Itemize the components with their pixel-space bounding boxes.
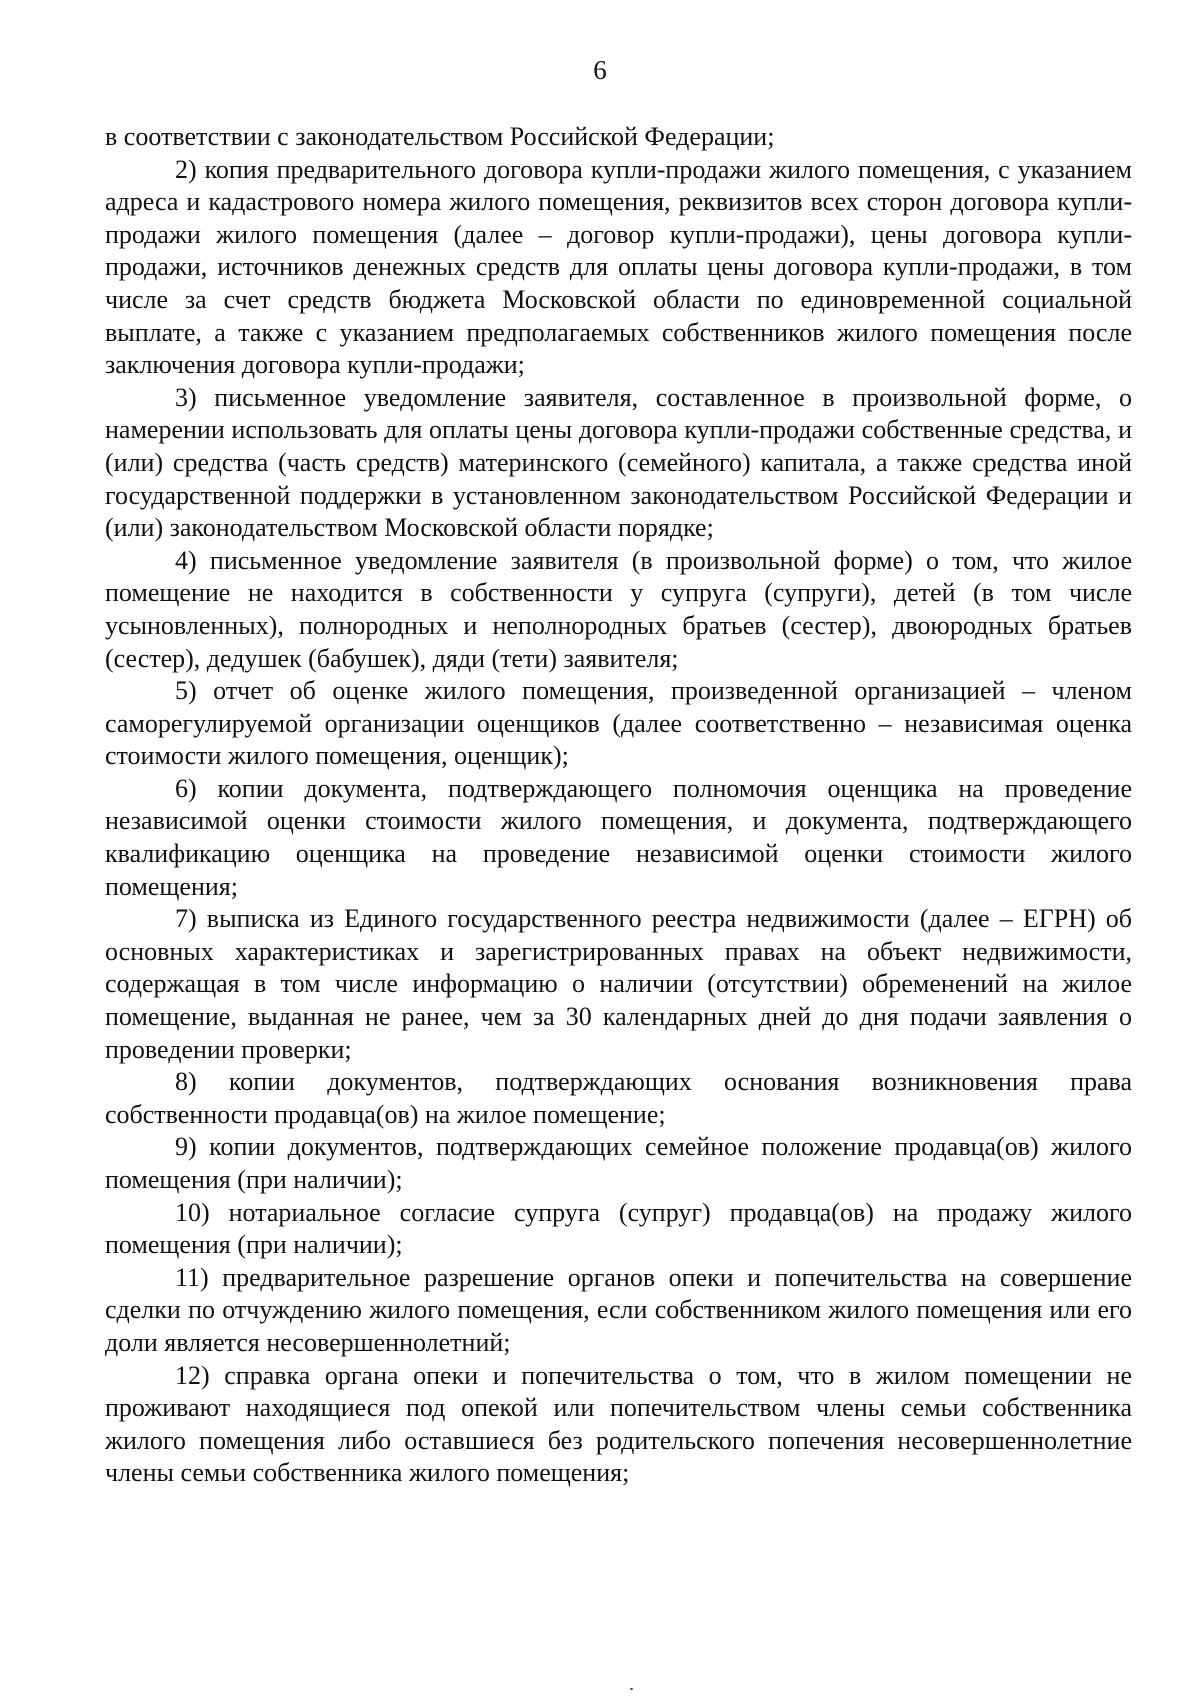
- list-item-10: 10) нотариальное согласие супруга (супруг) продавца(ов) на продажу жилого помещения (при наличии);: [105, 1197, 1132, 1260]
- paragraph-continuation: в соответствии с законодательством Российской Федерации;: [105, 122, 775, 151]
- list-item-2: 2) копия предварительного договора купли-продажи жилого помещения, с указанием адреса и кадастрового номера жилого помещения, реквизитов всех сторон договора купли-продажи жилого помещения (далее – договор купли-продажи), цены договора купли-продажи, источников денежных средств для оплаты цены договора купли-продажи, в том числе за счет средств бюджета Московской области по единовременной социальной выплате, а также с указанием предполагаемых собственников жилого помещения после заключения договора купли-продажи;: [105, 154, 1132, 380]
- scan-speck: [630, 1688, 633, 1690]
- list-item-6: 6) копии документа, подтверждающего полномочия оценщика на проведение независимой оценки стоимости жилого помещения, и документа, подтверждающего квалификацию оценщика на проведение независимой оценки стоимости жилого помещения;: [105, 773, 1132, 901]
- list-item-8: 8) копии документов, подтверждающих основания возникновения права собственности продавца(ов) на жилое помещение;: [105, 1067, 1132, 1129]
- document-body: [105, 121, 1132, 1490]
- list-item-7: 7) выписка из Единого государственного реестра недвижимости (далее – ЕГРН) об основных характеристиках и зарегистрированных правах на объект недвижимости, содержащая в том числе информацию о наличии (отсутствии) обременений на жилое помещение, выданная не ранее, чем за 30 календарных дней до дня подачи заявления о проведении проверки;: [105, 904, 1132, 1064]
- list-item-4: 4) письменное уведомление заявителя (в произвольной форме) о том, что жилое помещение не находится в собственности у супруга (супруги), детей (в том числе усыновленных), полнородных и неполнородных братьев (сестер), двоюродных братьев (сестер), дедушек (бабушек), дяди (тети) заявителя;: [105, 545, 1132, 673]
- page-number: 6: [593, 55, 607, 85]
- list-item-12: 12) справка органа опеки и попечительства о том, что в жилом помещении не проживают находящиеся под опекой или попечительством члены семьи собственника жилого помещения либо оставшиеся без родительского попечения несовершеннолетние члены семьи собственника жилого помещения;: [105, 1360, 1132, 1488]
- list-item-5: 5) отчет об оценке жилого помещения, произведенной организацией – членом саморегулируемой организации оценщиков (далее соответственно – независимая оценка стоимости жилого помещения, оценщик);: [105, 676, 1132, 771]
- list-item-9: 9) копии документов, подтверждающих семейное положение продавца(ов) жилого помещения (при наличии);: [105, 1132, 1132, 1194]
- list-item-11: 11) предварительное разрешение органов опеки и попечительства на совершение сделки по отчуждению жилого помещения, если собственником жилого помещения или его доли является несовершеннолетний;: [105, 1262, 1132, 1357]
- list-item-3: 3) письменное уведомление заявителя, составленное в произвольной форме, о намерении использовать для оплаты цены договора купли-продажи собственные средства, и (или) средства (часть средств) материнского (семейного) капитала, а также средства иной государственной поддержки в установленном законодательством Российской Федерации и (или) законодательством Московской области порядке;: [105, 382, 1132, 543]
